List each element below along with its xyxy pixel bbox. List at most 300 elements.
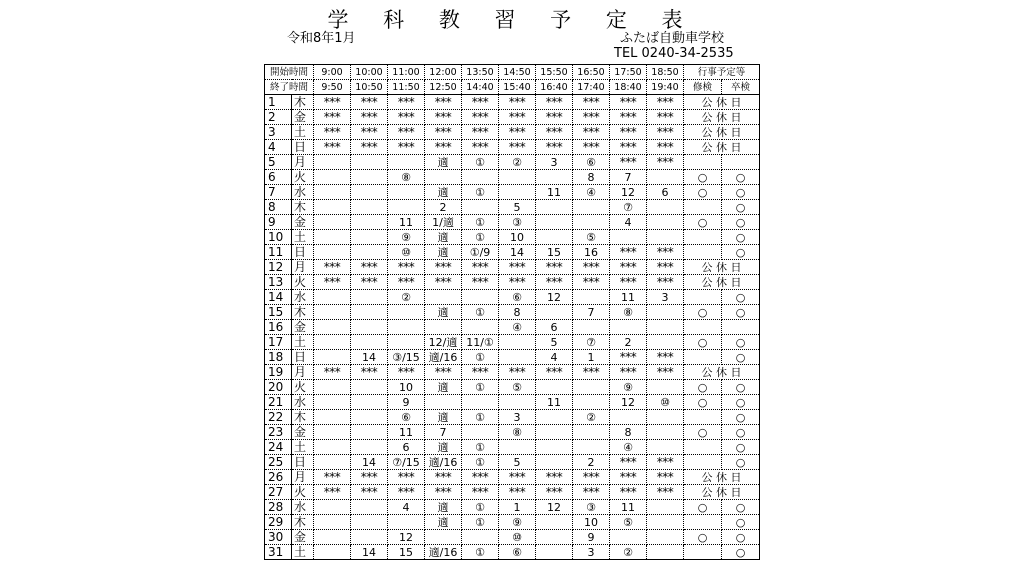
table-row bbox=[265, 380, 760, 395]
class-cell: ⑦/15 bbox=[388, 455, 425, 470]
class-cell: 6 bbox=[536, 320, 573, 335]
weekday: 火 bbox=[292, 380, 314, 395]
class-cell: *** bbox=[573, 365, 610, 380]
class-cell: ④ bbox=[499, 320, 536, 335]
class-cell: *** bbox=[314, 470, 351, 485]
class-cell: *** bbox=[388, 275, 425, 290]
class-cell bbox=[573, 290, 610, 305]
class-cell: 6 bbox=[647, 185, 684, 200]
class-cell: 2 bbox=[610, 335, 647, 350]
day-number: 25 bbox=[265, 455, 292, 470]
weekday: 日 bbox=[292, 455, 314, 470]
phone-number: TEL 0240-34-2535 bbox=[614, 46, 734, 61]
sotsuken-cell: ○ bbox=[722, 350, 760, 365]
class-cell: *** bbox=[647, 455, 684, 470]
class-cell: *** bbox=[610, 485, 647, 500]
class-cell: 9 bbox=[573, 530, 610, 545]
class-cell bbox=[573, 320, 610, 335]
table-row bbox=[265, 545, 760, 560]
holiday-cell: 公 休 日 bbox=[684, 260, 760, 275]
class-cell: *** bbox=[351, 365, 388, 380]
class-cell bbox=[647, 335, 684, 350]
class-cell bbox=[314, 335, 351, 350]
shuken-cell bbox=[684, 410, 722, 425]
class-cell: 11/① bbox=[462, 335, 499, 350]
weekday: 水 bbox=[292, 185, 314, 200]
day-number: 30 bbox=[265, 530, 292, 545]
class-cell bbox=[425, 170, 462, 185]
start-time: 12:00 bbox=[425, 65, 462, 80]
class-cell: 適/16 bbox=[425, 350, 462, 365]
class-cell: ① bbox=[462, 155, 499, 170]
school-name: ふたば自動車学校 bbox=[620, 31, 725, 46]
shuken-cell: ○ bbox=[684, 170, 722, 185]
table-row bbox=[265, 320, 760, 335]
class-cell: 2 bbox=[425, 200, 462, 215]
class-cell bbox=[351, 530, 388, 545]
class-cell: ⑤ bbox=[573, 230, 610, 245]
class-cell bbox=[573, 425, 610, 440]
class-cell: 11 bbox=[610, 290, 647, 305]
sotsuken-cell: ○ bbox=[722, 410, 760, 425]
shuken-cell: ○ bbox=[684, 215, 722, 230]
class-cell: ① bbox=[462, 500, 499, 515]
class-cell bbox=[573, 395, 610, 410]
class-cell: 適 bbox=[425, 410, 462, 425]
class-cell: *** bbox=[573, 260, 610, 275]
class-cell: *** bbox=[351, 260, 388, 275]
sotsuken-label: 卒検 bbox=[722, 80, 760, 95]
table-row bbox=[265, 395, 760, 410]
class-cell: ① bbox=[462, 305, 499, 320]
class-cell bbox=[573, 200, 610, 215]
class-cell: *** bbox=[610, 125, 647, 140]
class-cell: *** bbox=[573, 485, 610, 500]
sotsuken-cell: ○ bbox=[722, 500, 760, 515]
start-time: 16:50 bbox=[573, 65, 610, 80]
class-cell bbox=[647, 215, 684, 230]
class-cell: *** bbox=[462, 95, 499, 110]
table-row bbox=[265, 410, 760, 425]
class-cell bbox=[499, 185, 536, 200]
class-cell: ③ bbox=[499, 215, 536, 230]
class-cell: 7 bbox=[610, 170, 647, 185]
class-cell bbox=[314, 515, 351, 530]
class-cell: *** bbox=[647, 155, 684, 170]
class-cell: ⑩ bbox=[499, 530, 536, 545]
class-cell: *** bbox=[351, 110, 388, 125]
class-cell: ⑧ bbox=[499, 425, 536, 440]
class-cell: 3 bbox=[536, 155, 573, 170]
class-cell bbox=[314, 500, 351, 515]
class-cell bbox=[351, 440, 388, 455]
table-row bbox=[265, 350, 760, 365]
class-cell bbox=[314, 410, 351, 425]
class-cell bbox=[462, 530, 499, 545]
weekday: 木 bbox=[292, 515, 314, 530]
class-cell: 適 bbox=[425, 230, 462, 245]
class-cell bbox=[351, 215, 388, 230]
class-cell bbox=[314, 155, 351, 170]
end-time: 15:40 bbox=[499, 80, 536, 95]
class-cell bbox=[536, 380, 573, 395]
weekday: 月 bbox=[292, 155, 314, 170]
class-cell: 12 bbox=[388, 530, 425, 545]
class-cell: *** bbox=[536, 470, 573, 485]
class-cell: ② bbox=[573, 410, 610, 425]
weekday: 火 bbox=[292, 170, 314, 185]
day-number: 1 bbox=[265, 95, 292, 110]
class-cell: 適 bbox=[425, 440, 462, 455]
start-time: 10:00 bbox=[351, 65, 388, 80]
class-cell: *** bbox=[388, 260, 425, 275]
class-cell bbox=[388, 200, 425, 215]
end-time-label: 終了時間 bbox=[265, 80, 314, 95]
class-cell: *** bbox=[425, 275, 462, 290]
class-cell: 7 bbox=[573, 305, 610, 320]
sotsuken-cell: ○ bbox=[722, 530, 760, 545]
class-cell: 12 bbox=[536, 290, 573, 305]
day-number: 11 bbox=[265, 245, 292, 260]
class-cell bbox=[536, 530, 573, 545]
class-cell bbox=[314, 455, 351, 470]
class-cell bbox=[351, 380, 388, 395]
shuken-cell bbox=[684, 545, 722, 560]
class-cell: 5 bbox=[499, 200, 536, 215]
class-cell: *** bbox=[462, 140, 499, 155]
class-cell: ⑥ bbox=[573, 155, 610, 170]
class-cell: ① bbox=[462, 410, 499, 425]
weekday: 土 bbox=[292, 335, 314, 350]
class-cell: ⑦ bbox=[610, 200, 647, 215]
class-cell: *** bbox=[647, 485, 684, 500]
class-cell: *** bbox=[425, 485, 462, 500]
class-cell: *** bbox=[314, 110, 351, 125]
class-cell: *** bbox=[462, 125, 499, 140]
class-cell: 15 bbox=[536, 245, 573, 260]
weekday: 土 bbox=[292, 230, 314, 245]
class-cell: ⑧ bbox=[610, 305, 647, 320]
class-cell: *** bbox=[573, 125, 610, 140]
class-cell: *** bbox=[610, 95, 647, 110]
class-cell: *** bbox=[610, 110, 647, 125]
sotsuken-cell: ○ bbox=[722, 305, 760, 320]
class-cell: *** bbox=[388, 365, 425, 380]
day-number: 8 bbox=[265, 200, 292, 215]
class-cell: 15 bbox=[388, 545, 425, 560]
class-cell bbox=[499, 395, 536, 410]
class-cell: *** bbox=[610, 350, 647, 365]
weekday: 月 bbox=[292, 260, 314, 275]
class-cell: ⑥ bbox=[499, 545, 536, 560]
start-time: 9:00 bbox=[314, 65, 351, 80]
class-cell: ① bbox=[462, 215, 499, 230]
class-cell: *** bbox=[536, 485, 573, 500]
class-cell: 適 bbox=[425, 245, 462, 260]
sotsuken-cell: ○ bbox=[722, 440, 760, 455]
class-cell: 3 bbox=[573, 545, 610, 560]
class-cell: *** bbox=[425, 260, 462, 275]
class-cell: ① bbox=[462, 545, 499, 560]
table-row bbox=[265, 215, 760, 230]
shuken-cell: ○ bbox=[684, 335, 722, 350]
shuken-cell: ○ bbox=[684, 395, 722, 410]
class-cell: ① bbox=[462, 515, 499, 530]
class-cell: *** bbox=[351, 125, 388, 140]
class-cell bbox=[536, 170, 573, 185]
class-cell bbox=[462, 200, 499, 215]
class-cell bbox=[462, 395, 499, 410]
class-cell: *** bbox=[647, 125, 684, 140]
class-cell bbox=[351, 515, 388, 530]
class-cell: *** bbox=[573, 470, 610, 485]
sotsuken-cell: ○ bbox=[722, 335, 760, 350]
class-cell: *** bbox=[462, 485, 499, 500]
table-row bbox=[265, 470, 760, 485]
weekday: 木 bbox=[292, 410, 314, 425]
day-number: 2 bbox=[265, 110, 292, 125]
day-number: 12 bbox=[265, 260, 292, 275]
table-row bbox=[265, 500, 760, 515]
end-time: 9:50 bbox=[314, 80, 351, 95]
class-cell: *** bbox=[351, 470, 388, 485]
start-time: 11:00 bbox=[388, 65, 425, 80]
class-cell: 11 bbox=[388, 215, 425, 230]
class-cell bbox=[536, 230, 573, 245]
shuken-cell bbox=[684, 515, 722, 530]
table-row bbox=[265, 290, 760, 305]
class-cell: *** bbox=[462, 365, 499, 380]
class-cell: *** bbox=[425, 140, 462, 155]
class-cell: ⑧ bbox=[388, 170, 425, 185]
day-number: 18 bbox=[265, 350, 292, 365]
sotsuken-cell: ○ bbox=[722, 545, 760, 560]
day-number: 13 bbox=[265, 275, 292, 290]
class-cell: 8 bbox=[499, 305, 536, 320]
class-cell bbox=[647, 500, 684, 515]
class-cell: *** bbox=[499, 125, 536, 140]
class-cell: ① bbox=[462, 440, 499, 455]
class-cell: *** bbox=[314, 125, 351, 140]
class-cell bbox=[314, 350, 351, 365]
class-cell bbox=[388, 320, 425, 335]
class-cell: 12/適 bbox=[425, 335, 462, 350]
page-title: 学 科 教 習 予 定 表 bbox=[327, 8, 697, 32]
class-cell: *** bbox=[536, 260, 573, 275]
era-month: 令和8年1月 bbox=[287, 31, 356, 46]
class-cell: *** bbox=[425, 110, 462, 125]
class-cell: *** bbox=[351, 95, 388, 110]
holiday-cell: 公 休 日 bbox=[684, 95, 760, 110]
class-cell: 10 bbox=[388, 380, 425, 395]
class-cell bbox=[499, 335, 536, 350]
class-cell: *** bbox=[647, 110, 684, 125]
day-number: 26 bbox=[265, 470, 292, 485]
class-cell bbox=[388, 335, 425, 350]
shuken-cell: ○ bbox=[684, 530, 722, 545]
class-cell bbox=[314, 425, 351, 440]
shuken-cell bbox=[684, 290, 722, 305]
class-cell: *** bbox=[499, 260, 536, 275]
class-cell bbox=[462, 425, 499, 440]
day-number: 7 bbox=[265, 185, 292, 200]
class-cell bbox=[351, 395, 388, 410]
table-row bbox=[265, 260, 760, 275]
class-cell: *** bbox=[462, 470, 499, 485]
class-cell: *** bbox=[425, 95, 462, 110]
table-row bbox=[265, 170, 760, 185]
class-cell: *** bbox=[536, 95, 573, 110]
day-number: 15 bbox=[265, 305, 292, 320]
class-cell: *** bbox=[610, 245, 647, 260]
weekday: 金 bbox=[292, 110, 314, 125]
weekday: 金 bbox=[292, 320, 314, 335]
holiday-cell: 公 休 日 bbox=[684, 485, 760, 500]
events-label: 行事予定等 bbox=[684, 65, 760, 80]
class-cell: 適/16 bbox=[425, 455, 462, 470]
class-cell: *** bbox=[573, 95, 610, 110]
class-cell: 1 bbox=[499, 500, 536, 515]
class-cell bbox=[462, 170, 499, 185]
shuken-cell: ○ bbox=[684, 380, 722, 395]
class-cell: 14 bbox=[351, 455, 388, 470]
class-cell bbox=[647, 170, 684, 185]
sotsuken-cell: ○ bbox=[722, 395, 760, 410]
class-cell: *** bbox=[499, 275, 536, 290]
day-number: 24 bbox=[265, 440, 292, 455]
class-cell: *** bbox=[314, 365, 351, 380]
class-cell bbox=[351, 305, 388, 320]
day-number: 4 bbox=[265, 140, 292, 155]
holiday-cell: 公 休 日 bbox=[684, 125, 760, 140]
weekday: 金 bbox=[292, 425, 314, 440]
class-cell: *** bbox=[462, 260, 499, 275]
start-time: 14:50 bbox=[499, 65, 536, 80]
class-cell bbox=[610, 320, 647, 335]
table-row bbox=[265, 365, 760, 380]
class-cell bbox=[351, 155, 388, 170]
class-cell bbox=[314, 320, 351, 335]
weekday: 月 bbox=[292, 365, 314, 380]
table-row bbox=[265, 485, 760, 500]
class-cell: ⑨ bbox=[388, 230, 425, 245]
table-row bbox=[265, 200, 760, 215]
class-cell: *** bbox=[462, 275, 499, 290]
class-cell bbox=[647, 515, 684, 530]
class-cell: *** bbox=[610, 260, 647, 275]
class-cell bbox=[314, 185, 351, 200]
class-cell bbox=[536, 200, 573, 215]
day-number: 20 bbox=[265, 380, 292, 395]
class-cell bbox=[314, 305, 351, 320]
class-cell: *** bbox=[388, 470, 425, 485]
class-cell: *** bbox=[536, 140, 573, 155]
class-cell bbox=[314, 170, 351, 185]
holiday-cell: 公 休 日 bbox=[684, 275, 760, 290]
table-row bbox=[265, 440, 760, 455]
class-cell: *** bbox=[314, 275, 351, 290]
day-number: 23 bbox=[265, 425, 292, 440]
class-cell bbox=[351, 320, 388, 335]
class-cell bbox=[314, 230, 351, 245]
sotsuken-cell: ○ bbox=[722, 380, 760, 395]
class-cell bbox=[462, 290, 499, 305]
weekday: 日 bbox=[292, 245, 314, 260]
class-cell: ⑦ bbox=[573, 335, 610, 350]
class-cell: 適 bbox=[425, 515, 462, 530]
shuken-cell bbox=[684, 245, 722, 260]
end-time: 11:50 bbox=[388, 80, 425, 95]
class-cell: *** bbox=[610, 275, 647, 290]
class-cell: ② bbox=[499, 155, 536, 170]
table-row bbox=[265, 515, 760, 530]
table-row bbox=[265, 140, 760, 155]
weekday: 日 bbox=[292, 140, 314, 155]
shuken-cell bbox=[684, 200, 722, 215]
class-cell: ② bbox=[610, 545, 647, 560]
class-cell: 11 bbox=[536, 185, 573, 200]
class-cell: 3 bbox=[499, 410, 536, 425]
class-cell: ⑩ bbox=[647, 395, 684, 410]
day-number: 10 bbox=[265, 230, 292, 245]
shuken-cell: ○ bbox=[684, 185, 722, 200]
class-cell: *** bbox=[610, 365, 647, 380]
class-cell: 14 bbox=[351, 350, 388, 365]
class-cell: *** bbox=[462, 110, 499, 125]
day-number: 21 bbox=[265, 395, 292, 410]
class-cell: 14 bbox=[351, 545, 388, 560]
class-cell bbox=[314, 395, 351, 410]
class-cell bbox=[647, 530, 684, 545]
class-cell: 7 bbox=[425, 425, 462, 440]
shuken-cell bbox=[684, 230, 722, 245]
class-cell: ① bbox=[462, 380, 499, 395]
day-number: 9 bbox=[265, 215, 292, 230]
shuken-cell bbox=[684, 320, 722, 335]
class-cell: *** bbox=[647, 470, 684, 485]
class-cell bbox=[499, 170, 536, 185]
class-cell bbox=[647, 545, 684, 560]
day-number: 14 bbox=[265, 290, 292, 305]
start-time: 17:50 bbox=[610, 65, 647, 80]
class-cell bbox=[536, 440, 573, 455]
class-cell: ⑥ bbox=[388, 410, 425, 425]
class-cell: 4 bbox=[610, 215, 647, 230]
class-cell: *** bbox=[499, 485, 536, 500]
class-cell: *** bbox=[425, 365, 462, 380]
weekday: 月 bbox=[292, 470, 314, 485]
class-cell bbox=[647, 320, 684, 335]
shuken-cell: ○ bbox=[684, 305, 722, 320]
class-cell bbox=[314, 200, 351, 215]
class-cell: 12 bbox=[536, 500, 573, 515]
class-cell bbox=[314, 290, 351, 305]
weekday: 水 bbox=[292, 290, 314, 305]
class-cell bbox=[647, 410, 684, 425]
class-cell: 10 bbox=[573, 515, 610, 530]
class-cell: ① bbox=[462, 185, 499, 200]
class-cell: 6 bbox=[388, 440, 425, 455]
class-cell: ⑤ bbox=[610, 515, 647, 530]
class-cell: 適 bbox=[425, 185, 462, 200]
class-cell: ① bbox=[462, 455, 499, 470]
class-cell: *** bbox=[610, 470, 647, 485]
class-cell: *** bbox=[388, 125, 425, 140]
class-cell: *** bbox=[425, 125, 462, 140]
shuken-cell bbox=[684, 455, 722, 470]
class-cell: ⑨ bbox=[499, 515, 536, 530]
shuken-cell: ○ bbox=[684, 425, 722, 440]
